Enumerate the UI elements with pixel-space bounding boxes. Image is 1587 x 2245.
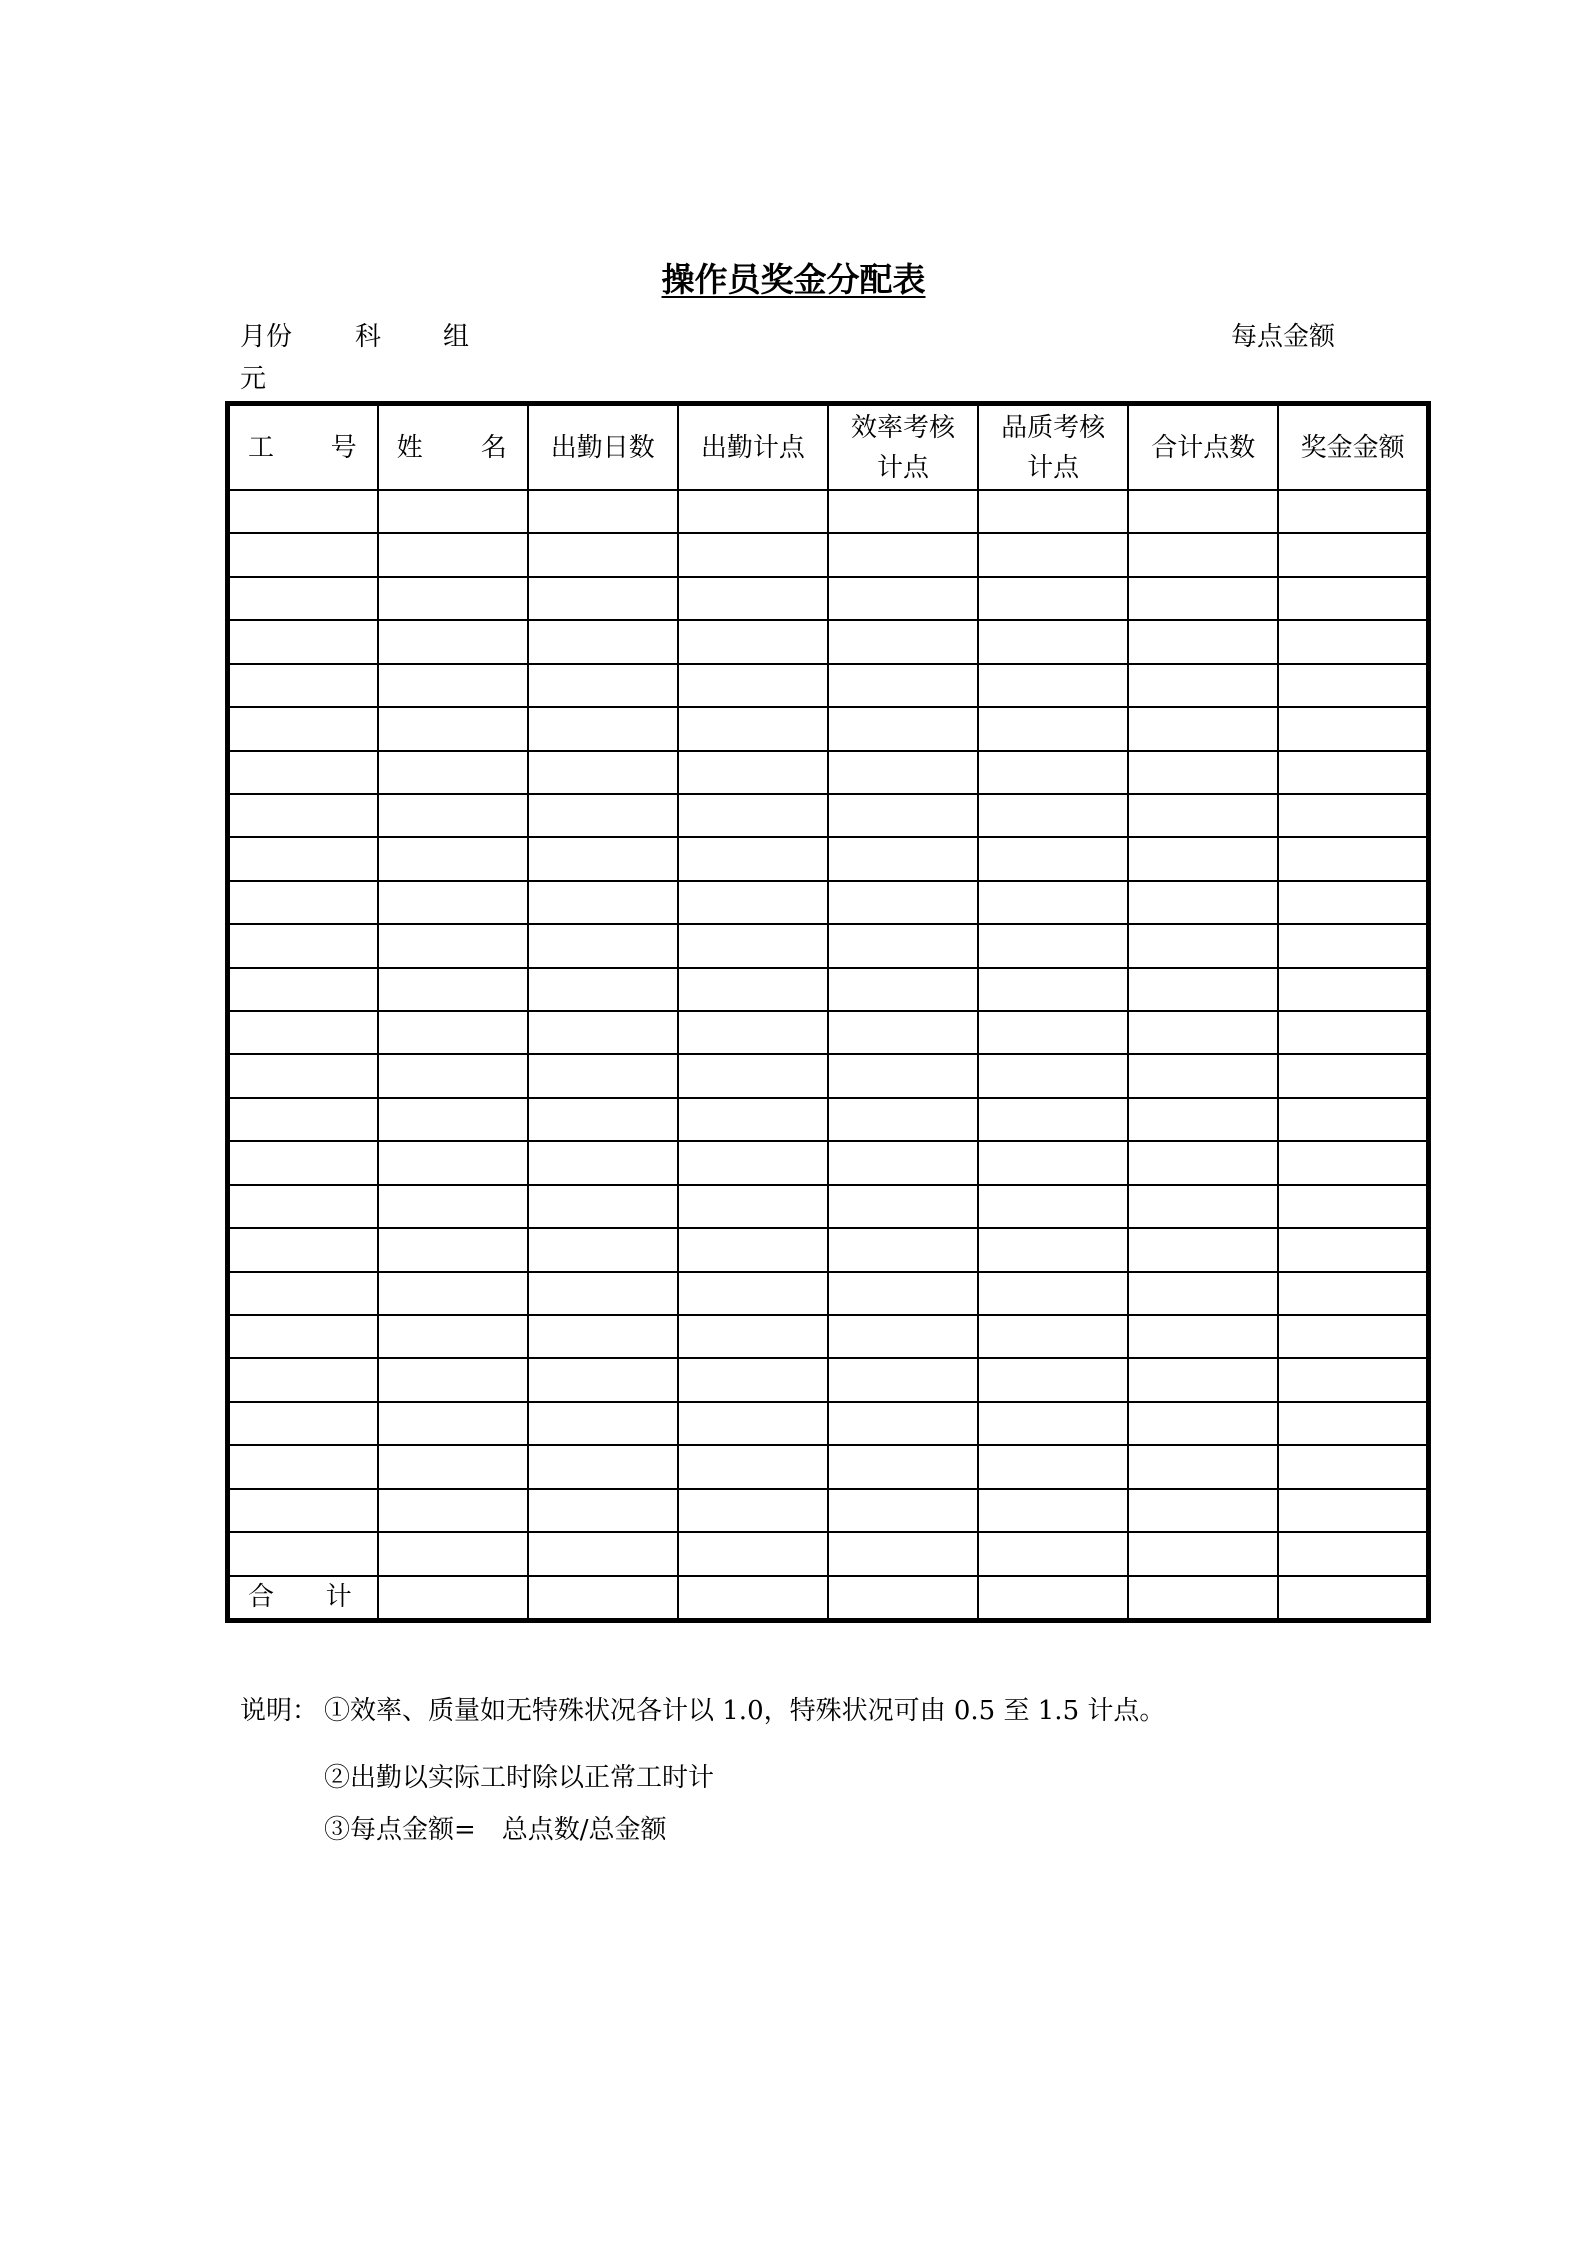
table-cell[interactable] — [678, 837, 828, 880]
table-cell[interactable] — [978, 924, 1128, 967]
notes-label: 说明： — [240, 1696, 319, 1726]
table-row — [228, 837, 1429, 880]
table-cell[interactable] — [1278, 707, 1428, 750]
table-cell[interactable] — [1128, 620, 1278, 663]
table-cell[interactable] — [528, 490, 678, 533]
column-header-5 — [978, 404, 1128, 491]
table-cell[interactable] — [978, 664, 1128, 707]
table-cell[interactable] — [1278, 1358, 1428, 1401]
total-cell[interactable] — [828, 1576, 978, 1621]
table-cell[interactable] — [528, 1532, 678, 1575]
month-label: 月份 — [240, 322, 293, 352]
table-row — [228, 1141, 1429, 1184]
table-cell[interactable] — [1128, 968, 1278, 1011]
table-cell[interactable] — [228, 837, 378, 880]
table-cell[interactable] — [1278, 1011, 1428, 1054]
table-cell[interactable] — [678, 1141, 828, 1184]
column-header-6 — [1128, 404, 1278, 491]
table-cell[interactable] — [828, 577, 978, 620]
table-cell[interactable] — [678, 707, 828, 750]
table-cell[interactable] — [978, 490, 1128, 533]
table-cell[interactable] — [1278, 1489, 1428, 1532]
header-text: 号 — [330, 432, 357, 463]
table-cell[interactable] — [1278, 620, 1428, 663]
table-cell[interactable] — [1128, 533, 1278, 576]
table-row — [228, 924, 1429, 967]
table-row — [228, 1445, 1429, 1488]
table-cell[interactable] — [378, 707, 528, 750]
table-row — [228, 968, 1429, 1011]
table-cell[interactable] — [828, 1402, 978, 1445]
table-row — [228, 1532, 1429, 1575]
total-label-text: 计 — [325, 1582, 352, 1613]
table-cell[interactable] — [1278, 881, 1428, 924]
table-cell[interactable] — [978, 794, 1128, 837]
table-cell[interactable] — [528, 1402, 678, 1445]
table-cell[interactable] — [828, 968, 978, 1011]
table-row — [228, 881, 1429, 924]
table-cell[interactable] — [828, 1141, 978, 1184]
table-cell[interactable] — [978, 1358, 1128, 1401]
table-cell[interactable] — [528, 924, 678, 967]
header-text-line: 计点 — [877, 452, 930, 483]
table-cell[interactable] — [978, 1445, 1128, 1488]
table-cell[interactable] — [978, 1141, 1128, 1184]
table-cell[interactable] — [528, 751, 678, 794]
table-row — [228, 1358, 1429, 1401]
table-cell[interactable] — [978, 1098, 1128, 1141]
table-cell[interactable] — [978, 968, 1128, 1011]
table-cell[interactable] — [1128, 1445, 1278, 1488]
table-cell[interactable] — [978, 533, 1128, 576]
total-label-text: 合 — [248, 1582, 275, 1613]
table-cell[interactable] — [828, 664, 978, 707]
table-row — [228, 533, 1429, 576]
table-cell[interactable] — [828, 1011, 978, 1054]
table-cell[interactable] — [528, 1315, 678, 1358]
header-text: 合计点数 — [1151, 432, 1256, 463]
table-cell[interactable] — [978, 751, 1128, 794]
table-cell[interactable] — [1278, 490, 1428, 533]
table-cell[interactable] — [978, 837, 1128, 880]
table-cell[interactable] — [378, 533, 528, 576]
table-cell[interactable] — [1278, 751, 1428, 794]
note-item-2: ②出勤以实际工时除以正常工时计 — [324, 1763, 715, 1793]
table-cell[interactable] — [228, 490, 378, 533]
table-cell[interactable] — [1278, 837, 1428, 880]
table-cell[interactable] — [678, 1098, 828, 1141]
table-cell[interactable] — [228, 707, 378, 750]
table-row — [228, 1228, 1429, 1271]
table-cell[interactable] — [1278, 577, 1428, 620]
table-cell[interactable] — [1128, 1315, 1278, 1358]
table-cell[interactable] — [678, 1011, 828, 1054]
table-cell[interactable] — [678, 968, 828, 1011]
table-cell[interactable] — [1278, 664, 1428, 707]
table-cell[interactable] — [228, 794, 378, 837]
table-cell[interactable] — [528, 1272, 678, 1315]
column-header-7 — [1278, 404, 1428, 491]
table-cell[interactable] — [978, 577, 1128, 620]
table-cell[interactable] — [228, 577, 378, 620]
table-cell[interactable] — [678, 490, 828, 533]
table-cell[interactable] — [528, 1228, 678, 1271]
bonus-distribution-table-container — [225, 401, 1431, 1623]
table-cell[interactable] — [228, 968, 378, 1011]
bonus-distribution-table — [225, 401, 1431, 1623]
table-cell[interactable] — [228, 533, 378, 576]
table-cell[interactable] — [828, 1489, 978, 1532]
table-cell[interactable] — [378, 837, 528, 880]
table-cell[interactable] — [1128, 707, 1278, 750]
table-cell[interactable] — [228, 1315, 378, 1358]
table-cell[interactable] — [1128, 1532, 1278, 1575]
table-cell[interactable] — [1128, 1402, 1278, 1445]
table-cell[interactable] — [528, 620, 678, 663]
table-cell[interactable] — [1278, 1228, 1428, 1271]
table-cell[interactable] — [978, 1228, 1128, 1271]
document-title — [0, 254, 1587, 301]
table-cell[interactable] — [1128, 794, 1278, 837]
table-row — [228, 664, 1429, 707]
table-cell[interactable] — [1128, 1011, 1278, 1054]
table-row — [228, 794, 1429, 837]
table-cell[interactable] — [978, 1272, 1128, 1315]
table-cell[interactable] — [378, 1532, 528, 1575]
table-row — [228, 1098, 1429, 1141]
table-cell[interactable] — [678, 1532, 828, 1575]
table-row — [228, 1402, 1429, 1445]
table-cell[interactable] — [528, 1489, 678, 1532]
table-cell[interactable] — [978, 1532, 1128, 1575]
table-cell[interactable] — [528, 1011, 678, 1054]
table-row — [228, 1054, 1429, 1097]
table-cell[interactable] — [228, 1011, 378, 1054]
table-cell[interactable] — [378, 881, 528, 924]
table-cell[interactable] — [378, 620, 528, 663]
table-cell[interactable] — [378, 1185, 528, 1228]
table-cell[interactable] — [378, 1315, 528, 1358]
table-row — [228, 1315, 1429, 1358]
table-cell[interactable] — [678, 794, 828, 837]
table-cell[interactable] — [528, 881, 678, 924]
table-cell[interactable] — [378, 664, 528, 707]
table-cell[interactable] — [378, 1445, 528, 1488]
table-cell[interactable] — [378, 794, 528, 837]
table-cell[interactable] — [828, 1532, 978, 1575]
table-cell[interactable] — [678, 881, 828, 924]
table-cell[interactable] — [528, 1141, 678, 1184]
table-cell[interactable] — [1128, 490, 1278, 533]
unit-label: 元 — [240, 364, 267, 394]
table-row — [228, 751, 1429, 794]
table-cell[interactable] — [228, 1141, 378, 1184]
column-header-0 — [228, 404, 378, 491]
table-cell[interactable] — [1128, 1358, 1278, 1401]
table-cell[interactable] — [378, 1098, 528, 1141]
table-cell[interactable] — [1128, 751, 1278, 794]
table-cell[interactable] — [678, 1402, 828, 1445]
column-header-3 — [678, 404, 828, 491]
table-cell[interactable] — [1278, 1445, 1428, 1488]
table-cell[interactable] — [678, 1272, 828, 1315]
table-cell[interactable] — [228, 1054, 378, 1097]
table-cell[interactable] — [1128, 664, 1278, 707]
table-cell[interactable] — [678, 1315, 828, 1358]
per-point-amount-label: 每点金额 — [1231, 322, 1336, 352]
table-cell[interactable] — [678, 1054, 828, 1097]
table-cell[interactable] — [378, 1489, 528, 1532]
table-cell[interactable] — [678, 664, 828, 707]
table-cell[interactable] — [528, 1054, 678, 1097]
table-cell[interactable] — [378, 1402, 528, 1445]
table-cell[interactable] — [228, 1489, 378, 1532]
header-text: 名 — [480, 432, 507, 463]
group-label: 组 — [443, 322, 470, 352]
table-cell[interactable] — [528, 1185, 678, 1228]
table-cell[interactable] — [528, 968, 678, 1011]
table-cell[interactable] — [828, 1098, 978, 1141]
total-cell[interactable] — [678, 1576, 828, 1621]
header-text: 工 — [248, 432, 275, 463]
table-cell[interactable] — [828, 924, 978, 967]
header-text-line: 品质考核 — [1001, 412, 1106, 443]
table-cell[interactable] — [378, 1272, 528, 1315]
table-row — [228, 1011, 1429, 1054]
table-row — [228, 1185, 1429, 1228]
table-cell[interactable] — [378, 1228, 528, 1271]
table-row — [228, 620, 1429, 663]
table-cell[interactable] — [678, 577, 828, 620]
table-cell[interactable] — [228, 664, 378, 707]
table-cell[interactable] — [1278, 1141, 1428, 1184]
table-cell[interactable] — [1128, 1272, 1278, 1315]
table-cell[interactable] — [228, 881, 378, 924]
table-cell[interactable] — [1128, 1141, 1278, 1184]
table-cell[interactable] — [378, 1141, 528, 1184]
table-cell[interactable] — [378, 490, 528, 533]
total-cell[interactable] — [1278, 1576, 1428, 1621]
column-header-1 — [378, 404, 528, 491]
table-cell[interactable] — [978, 620, 1128, 663]
table-cell[interactable] — [978, 881, 1128, 924]
table-cell[interactable] — [978, 1054, 1128, 1097]
table-cell[interactable] — [228, 1098, 378, 1141]
total-cell[interactable] — [528, 1576, 678, 1621]
table-cell[interactable] — [678, 1228, 828, 1271]
table-cell[interactable] — [678, 533, 828, 576]
table-cell[interactable] — [528, 1098, 678, 1141]
table-cell[interactable] — [828, 751, 978, 794]
table-cell[interactable] — [678, 1185, 828, 1228]
table-cell[interactable] — [378, 968, 528, 1011]
total-cell[interactable] — [1128, 1576, 1278, 1621]
title-text: 操作员奖金分配表 — [661, 260, 926, 299]
table-cell[interactable] — [1278, 1272, 1428, 1315]
table-cell[interactable] — [828, 1228, 978, 1271]
table-cell[interactable] — [678, 1489, 828, 1532]
table-cell[interactable] — [828, 837, 978, 880]
table-cell[interactable] — [1128, 924, 1278, 967]
table-cell[interactable] — [528, 577, 678, 620]
table-cell[interactable] — [828, 1315, 978, 1358]
table-cell[interactable] — [1128, 881, 1278, 924]
table-cell[interactable] — [978, 1402, 1128, 1445]
table-cell[interactable] — [228, 924, 378, 967]
table-cell[interactable] — [978, 1185, 1128, 1228]
table-cell[interactable] — [828, 1272, 978, 1315]
total-cell[interactable] — [378, 1576, 528, 1621]
table-cell[interactable] — [978, 1489, 1128, 1532]
table-cell[interactable] — [978, 1011, 1128, 1054]
table-cell[interactable] — [228, 620, 378, 663]
table-cell[interactable] — [828, 620, 978, 663]
table-cell[interactable] — [1128, 1098, 1278, 1141]
table-cell[interactable] — [1278, 924, 1428, 967]
header-text: 奖金金额 — [1300, 432, 1405, 463]
table-cell[interactable] — [228, 1445, 378, 1488]
table-cell[interactable] — [828, 1445, 978, 1488]
table-cell[interactable] — [828, 1185, 978, 1228]
table-cell[interactable] — [1278, 1315, 1428, 1358]
table-cell[interactable] — [528, 1445, 678, 1488]
table-cell[interactable] — [378, 1358, 528, 1401]
table-cell[interactable] — [828, 533, 978, 576]
table-cell[interactable] — [1278, 1402, 1428, 1445]
table-cell[interactable] — [228, 1402, 378, 1445]
header-text-line: 计点 — [1027, 452, 1080, 483]
table-row — [228, 1489, 1429, 1532]
table-cell[interactable] — [228, 1185, 378, 1228]
table-cell[interactable] — [1128, 1054, 1278, 1097]
table-row — [228, 577, 1429, 620]
table-row — [228, 1272, 1429, 1315]
header-text-line: 效率考核 — [851, 412, 956, 443]
table-cell[interactable] — [828, 1358, 978, 1401]
table-cell[interactable] — [828, 490, 978, 533]
table-cell[interactable] — [228, 1272, 378, 1315]
table-row — [228, 707, 1429, 750]
table-cell[interactable] — [1278, 1532, 1428, 1575]
table-cell[interactable] — [1128, 1489, 1278, 1532]
table-cell[interactable] — [528, 707, 678, 750]
table-cell[interactable] — [828, 1054, 978, 1097]
table-cell[interactable] — [1278, 968, 1428, 1011]
table-cell[interactable] — [528, 794, 678, 837]
header-text: 姓 — [396, 432, 423, 463]
table-body — [228, 490, 1429, 1621]
table-row — [228, 490, 1429, 533]
table-cell[interactable] — [978, 1315, 1128, 1358]
table-cell[interactable] — [1128, 577, 1278, 620]
table-cell[interactable] — [678, 1445, 828, 1488]
table-cell[interactable] — [228, 1358, 378, 1401]
table-cell[interactable] — [1128, 1228, 1278, 1271]
note-item-3: ③每点金额= 总点数/总金额 — [324, 1815, 667, 1845]
total-row — [228, 1576, 1429, 1621]
table-cell[interactable] — [828, 707, 978, 750]
total-label-cell — [228, 1576, 378, 1621]
table-cell[interactable] — [1278, 1054, 1428, 1097]
table-cell[interactable] — [228, 1532, 378, 1575]
header-text: 出勤计点 — [700, 432, 805, 463]
table-cell[interactable] — [678, 924, 828, 967]
table-cell[interactable] — [1278, 1185, 1428, 1228]
section-label: 科 — [355, 322, 382, 352]
table-cell[interactable] — [978, 707, 1128, 750]
table-cell[interactable] — [1128, 837, 1278, 880]
table-cell[interactable] — [828, 881, 978, 924]
column-header-4 — [828, 404, 978, 491]
table-cell[interactable] — [528, 1358, 678, 1401]
table-cell[interactable] — [528, 837, 678, 880]
table-cell[interactable] — [228, 1228, 378, 1271]
table-cell[interactable] — [1278, 794, 1428, 837]
table-cell[interactable] — [1278, 1098, 1428, 1141]
table-cell[interactable] — [378, 1054, 528, 1097]
table-cell[interactable] — [1278, 533, 1428, 576]
header-text: 出勤日数 — [550, 432, 655, 463]
table-cell[interactable] — [528, 533, 678, 576]
column-header-2 — [528, 404, 678, 491]
table-cell[interactable] — [1128, 1185, 1278, 1228]
table-cell[interactable] — [378, 924, 528, 967]
table-cell[interactable] — [378, 751, 528, 794]
table-cell[interactable] — [828, 794, 978, 837]
total-cell[interactable] — [978, 1576, 1128, 1621]
note-item-1: ①效率、质量如无特殊状况各计以 1.0，特殊状况可由 0.5 至 1.5 计点。 — [324, 1696, 1166, 1726]
header-row — [228, 404, 1429, 491]
table-cell[interactable] — [228, 751, 378, 794]
table-cell[interactable] — [378, 577, 528, 620]
table-cell[interactable] — [378, 1011, 528, 1054]
table-cell[interactable] — [678, 751, 828, 794]
table-cell[interactable] — [678, 1358, 828, 1401]
table-cell[interactable] — [528, 664, 678, 707]
table-cell[interactable] — [678, 620, 828, 663]
